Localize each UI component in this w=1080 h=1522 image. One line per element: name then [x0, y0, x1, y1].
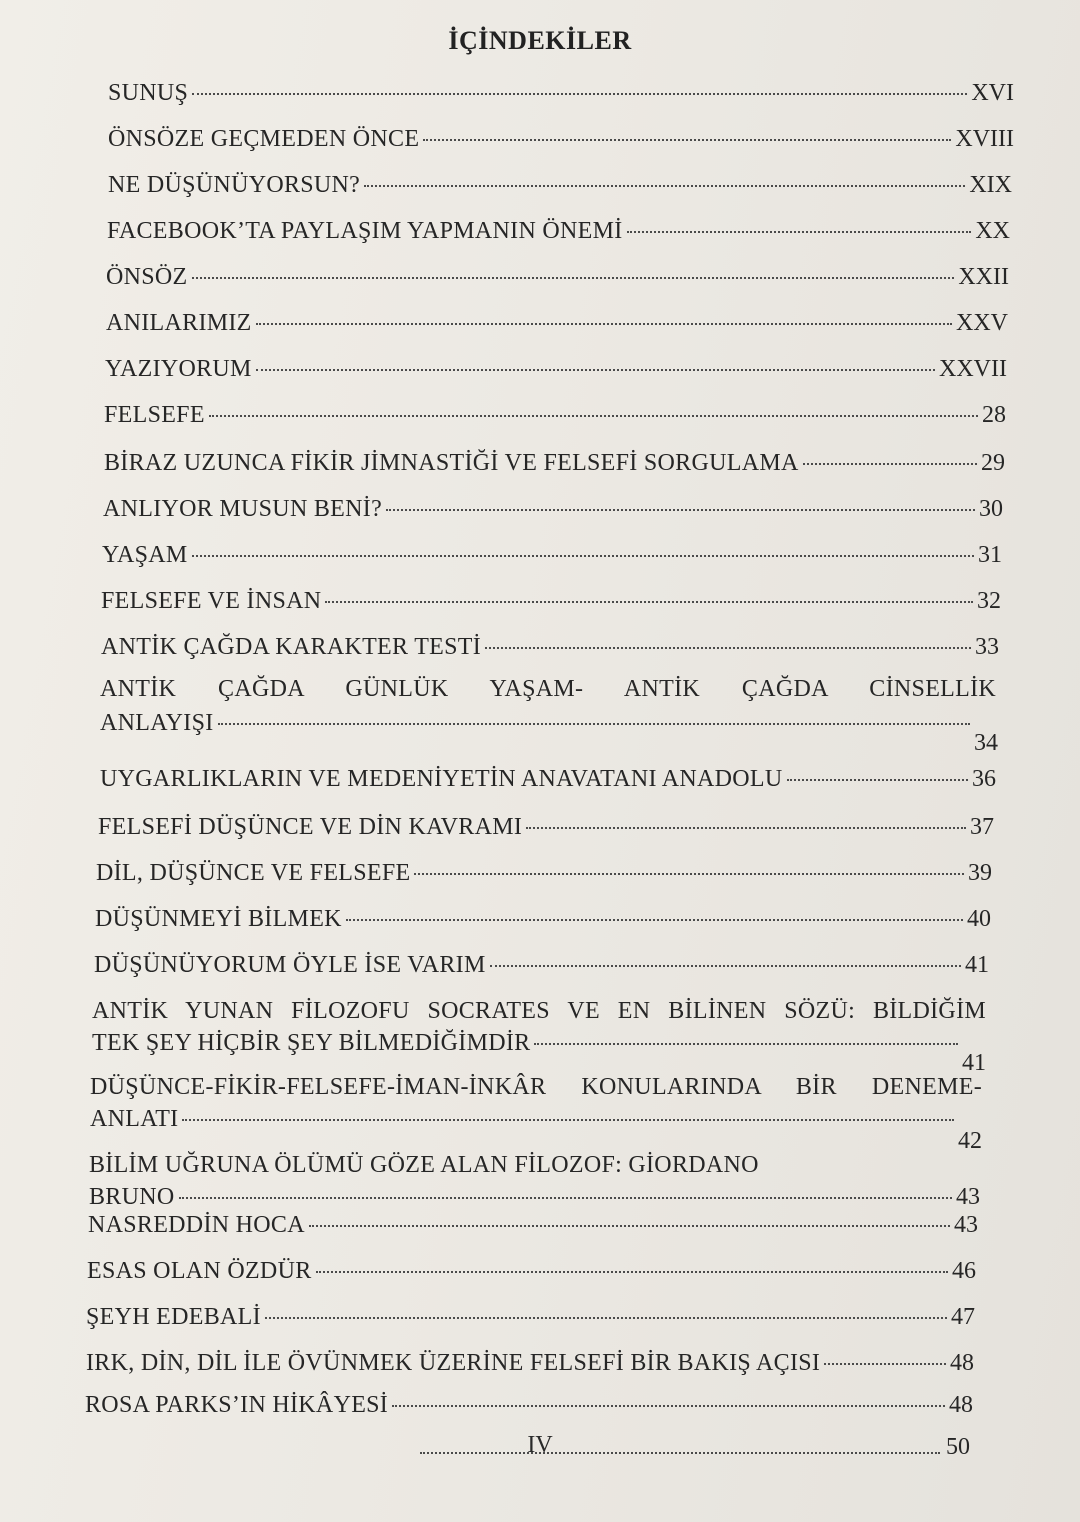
toc-entry-title: FELSEFİ DÜŞÜNCE VE DİN KAVRAMI [98, 814, 523, 840]
toc-entry-title: ROSA PARKS’IN HİKÂYESİ [85, 1392, 389, 1418]
toc-entry-page: 33 [975, 634, 999, 660]
toc-entry [101, 586, 1001, 616]
dot-leader [490, 965, 961, 967]
toc-entry-page: 43 [956, 1184, 980, 1210]
toc-entry-title: DÜŞÜNMEYİ BİLMEK [95, 906, 342, 932]
toc-entry-title-line1: ANTİK YUNAN FİLOZOFU SOCRATES VE EN BİLİNEN SÖZÜ: BİLDİĞİM [92, 998, 986, 1024]
toc-entry-title-line2: ANLATI [90, 1106, 179, 1132]
toc-entry-title: IRK, DİN, DİL İLE ÖVÜNMEK ÜZERİNE FELSEFİ BİR BAKIŞ AÇISI [86, 1350, 821, 1376]
dot-leader [364, 185, 965, 187]
toc-entry [88, 1210, 978, 1240]
toc-entry [107, 216, 1010, 246]
toc-entry-page: 41 [965, 952, 989, 978]
dot-leader [346, 919, 963, 921]
dot-leader [787, 779, 968, 781]
dot-leader [192, 555, 974, 557]
toc-entry-title: UYGARLIKLARIN VE MEDENİYETİN ANAVATANI ANADOLU [100, 766, 783, 792]
page-number: IV [527, 1432, 553, 1458]
toc-entry [85, 1390, 973, 1420]
page-title: İÇİNDEKİLER [448, 26, 632, 55]
toc-entry [89, 1150, 980, 1212]
toc-entry-page: 34 [974, 730, 998, 756]
toc-entry [106, 262, 1009, 292]
toc-entry-title: FACEBOOK’TA PAYLAŞIM YAPMANIN ÖNEMİ [107, 218, 623, 244]
toc-entry-page: 29 [981, 450, 1005, 476]
toc-entry-title: SUNUŞ [108, 80, 189, 106]
dot-leader [824, 1363, 946, 1365]
toc-entry-page: 43 [954, 1212, 978, 1238]
toc-entry [90, 1072, 982, 1154]
dot-leader [209, 415, 978, 417]
dot-leader [485, 647, 971, 649]
toc-entry-title: ANILARIMIZ [106, 310, 252, 336]
toc-entry-page: 42 [958, 1128, 982, 1154]
dot-leader [423, 139, 951, 141]
toc-entry-title: BİRAZ UZUNCA FİKİR JİMNASTİĞİ VE FELSEFİ SORGULAMA [104, 450, 799, 476]
toc-entry-page: 32 [977, 588, 1001, 614]
toc-entry-title-line1: DÜŞÜNCE-FİKİR-FELSEFE-İMAN-İNKÂR KONULARINDA BİR DENEME- [90, 1074, 982, 1100]
toc-entry [92, 996, 986, 1076]
toc-entry-title: NASREDDİN HOCA [88, 1212, 305, 1238]
toc-entry-page: XX [975, 218, 1010, 244]
toc-entry-page: XIX [969, 172, 1012, 198]
toc-entry [98, 812, 994, 842]
dot-leader [414, 873, 964, 875]
toc-entry-page: 48 [950, 1350, 974, 1376]
toc-entry [108, 124, 1014, 154]
toc-entry-page: XXII [958, 264, 1009, 290]
dot-leader [218, 723, 970, 725]
toc-entry-title: ANTİK ÇAĞDA KARAKTER TESTİ [101, 634, 482, 660]
toc-entry-title-line2: TEK ŞEY HİÇBİR ŞEY BİLMEDİĞİMDİR [92, 1030, 531, 1056]
toc-entry [86, 1348, 974, 1378]
dot-leader [803, 463, 977, 465]
toc-entry-title: DÜŞÜNÜYORUM ÖYLE İSE VARIM [94, 952, 486, 978]
toc-entry-page: 50 [946, 1434, 970, 1460]
toc-entry-page: 40 [967, 906, 991, 932]
toc-entry [95, 904, 991, 934]
toc-entry [103, 494, 1003, 524]
toc-entry [100, 674, 998, 756]
dot-leader [265, 1317, 947, 1319]
toc-entry-page: 31 [978, 542, 1002, 568]
toc-entry-page: 46 [952, 1258, 976, 1284]
dot-leader [627, 231, 972, 233]
toc-entry [108, 78, 1014, 108]
toc-entry-title: DİL, DÜŞÜNCE VE FELSEFE [96, 860, 411, 886]
toc-entry-title: FELSEFE VE İNSAN [101, 588, 322, 614]
toc-entry-page: 28 [982, 402, 1006, 428]
toc-entry-page: 37 [970, 814, 994, 840]
toc-entry-title-line1: BİLİM UĞRUNA ÖLÜMÜ GÖZE ALAN FİLOZOF: GİORDANO [89, 1152, 759, 1178]
toc-entry [104, 400, 1006, 430]
toc-entry [108, 170, 1012, 200]
toc-entry [87, 1256, 976, 1286]
toc-entry-title: FELSEFE [104, 402, 205, 428]
toc-entry-page: 41 [962, 1050, 986, 1076]
toc-entry-page: XXVII [939, 356, 1007, 382]
toc-entry [105, 354, 1007, 384]
dot-leader [534, 1043, 958, 1045]
toc-entry-title-line2: ANLAYIŞI [100, 710, 214, 736]
toc-entry-title: ŞEYH EDEBALİ [86, 1304, 261, 1330]
dot-leader [192, 277, 955, 279]
dot-leader [256, 369, 935, 371]
dot-leader [179, 1197, 952, 1199]
dot-leader [182, 1119, 954, 1121]
dot-leader [192, 93, 967, 95]
dot-leader [325, 601, 973, 603]
toc-entry-page: XXV [956, 310, 1008, 336]
dot-leader [392, 1405, 945, 1407]
dot-leader [309, 1225, 950, 1227]
toc-entry-title: YAZIYORUM [105, 356, 252, 382]
toc-entry-page: 47 [951, 1304, 975, 1330]
toc-entry-title: ÖNSÖZ [106, 264, 188, 290]
toc-entry [104, 448, 1005, 478]
dot-leader [256, 323, 952, 325]
toc-entry [100, 764, 996, 794]
toc-entry [94, 950, 989, 980]
toc-entry-page: XVIII [955, 126, 1014, 152]
dot-leader [316, 1271, 948, 1273]
toc-entry-page: 48 [949, 1392, 973, 1418]
toc-entry-page: 30 [979, 496, 1003, 522]
toc-entry [102, 540, 1002, 570]
toc-entry [101, 632, 999, 662]
toc-entry-title-line2: BRUNO [89, 1184, 175, 1210]
toc-entry-page: XVI [971, 80, 1014, 106]
dot-leader [526, 827, 966, 829]
toc-entry-title: ÖNSÖZE GEÇMEDEN ÖNCE [108, 126, 420, 152]
toc-entry [86, 1302, 975, 1332]
toc-entry-page: 36 [972, 766, 996, 792]
toc-entry [96, 858, 992, 888]
toc-entry-title: YAŞAM [102, 542, 188, 568]
toc-entry-title: NE DÜŞÜNÜYORSUN? [108, 172, 361, 198]
toc-entry-title: ESAS OLAN ÖZDÜR [87, 1258, 312, 1284]
toc-entry [106, 308, 1008, 338]
dot-leader [386, 509, 975, 511]
toc-entry-title: ANLIYOR MUSUN BENİ? [103, 496, 383, 522]
toc-entry-title-line1: ANTİK ÇAĞDA GÜNLÜK YAŞAM- ANTİK ÇAĞDA CİNSELLİK [100, 676, 996, 702]
toc-entry-page: 39 [968, 860, 992, 886]
